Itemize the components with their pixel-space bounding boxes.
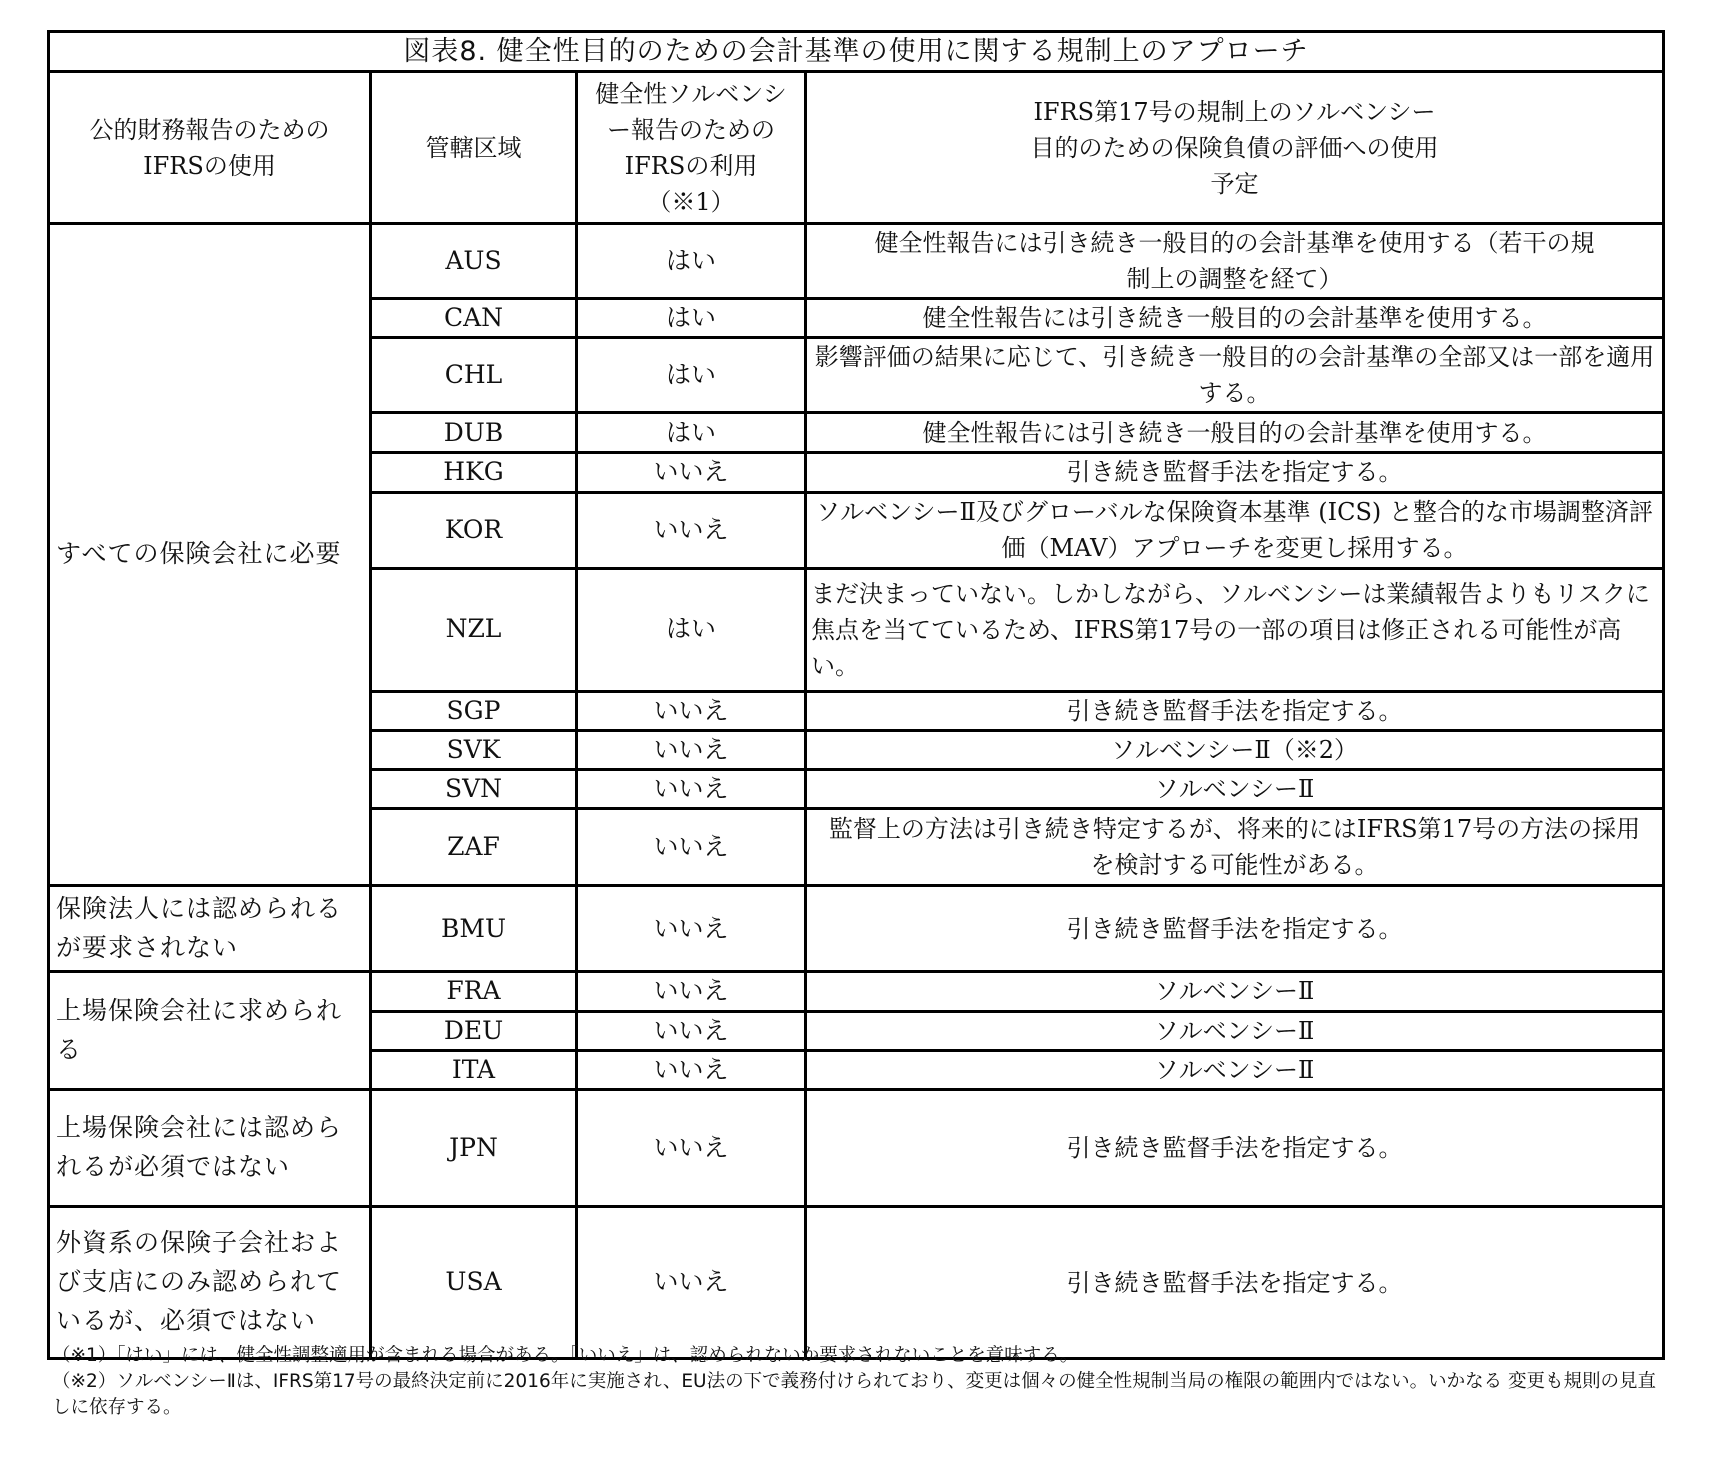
plan-text: まだ決まっていない。しかしながら、ソルベンシーは業績報告よりもリスクに焦点を当てているため、IFRS第17号の一部の項目は修正される可能性が高い。 (806, 568, 1664, 691)
ifrs-use-value: はい (577, 413, 806, 453)
group-label: 保険法人には認められるが要求されない (49, 886, 371, 972)
ifrs-use-value: いいえ (577, 1207, 806, 1359)
jurisdiction-code: SGP (371, 691, 577, 730)
plan-text: 健全性報告には引き続き一般目的の会計基準を使用する（若干の規制上の調整を経て） (806, 224, 1664, 299)
jurisdiction-code: BMU (371, 886, 577, 972)
ifrs-use-value: いいえ (577, 1050, 806, 1089)
plan-text: 健全性報告には引き続き一般目的の会計基準を使用する。 (806, 413, 1664, 453)
jurisdiction-code: AUS (371, 224, 577, 299)
table-row (49, 1207, 1664, 1359)
plan-text: 監督上の方法は引き続き特定するが、将来的にはIFRS第17号の方法の採用を検討する可能性がある。 (806, 809, 1664, 886)
plan-text: ソルベンシーⅡ（※2） (806, 730, 1664, 769)
jurisdiction-code: ZAF (371, 809, 577, 886)
footnotes (52, 1343, 1672, 1421)
plan-text: 影響評価の結果に応じて、引き続き一般目的の会計基準の全部又は一部を適用する。 (806, 338, 1664, 413)
jurisdiction-code: KOR (371, 492, 577, 568)
plan-text: 引き続き監督手法を指定する。 (806, 886, 1664, 972)
ifrs-use-value: はい (577, 338, 806, 413)
plan-text: 引き続き監督手法を指定する。 (806, 1207, 1664, 1359)
table-row (49, 224, 1664, 299)
table-row (49, 972, 1664, 1011)
header-ifrs-prudential-use: 健全性ソルベンシー報告のためのIFRSの利用（※1） (577, 72, 806, 224)
table-row (49, 1090, 1664, 1207)
group-label: すべての保険会社に必要 (49, 224, 371, 886)
table-title: 図表8. 健全性目的のための会計基準の使用に関する規制上のアプローチ (49, 32, 1664, 72)
ifrs-use-value: はい (577, 224, 806, 299)
ifrs-use-value: いいえ (577, 691, 806, 730)
jurisdiction-code: SVK (371, 730, 577, 769)
ifrs-use-value: いいえ (577, 1090, 806, 1207)
ifrs-use-value: はい (577, 299, 806, 338)
plan-text: ソルベンシーⅡ (806, 770, 1664, 809)
plan-text: 引き続き監督手法を指定する。 (806, 691, 1664, 730)
jurisdiction-code: DUB (371, 413, 577, 453)
ifrs-use-value: いいえ (577, 492, 806, 568)
jurisdiction-code: DEU (371, 1011, 577, 1050)
jurisdiction-code: CAN (371, 299, 577, 338)
ifrs-use-value: いいえ (577, 809, 806, 886)
jurisdiction-code: SVN (371, 770, 577, 809)
jurisdiction-code: HKG (371, 453, 577, 492)
jurisdiction-code: FRA (371, 972, 577, 1011)
footnote-1: （※1）「はい」には、健全性調整適用が含まれる場合がある。「いいえ」は、認められないか要求されないことを意味する。 (52, 1345, 1079, 1366)
ifrs-use-value: いいえ (577, 1011, 806, 1050)
jurisdiction-code: JPN (371, 1090, 577, 1207)
ifrs-use-value: いいえ (577, 770, 806, 809)
plan-text: 引き続き監督手法を指定する。 (806, 1090, 1664, 1207)
plan-text: ソルベンシーⅡ及びグローバルな保険資本基準 (ICS) と整合的な市場調整済評価（MAV）アプローチを変更し採用する。 (806, 492, 1664, 568)
jurisdiction-code: CHL (371, 338, 577, 413)
plan-text: 健全性報告には引き続き一般目的の会計基準を使用する。 (806, 299, 1664, 338)
ifrs-use-value: いいえ (577, 453, 806, 492)
ifrs-use-value: いいえ (577, 886, 806, 972)
footnote-2: （※2）ソルベンシーⅡは、IFRS第17号の最終決定前に2016年に実施され、EU法の下で義務付けられており、変更は個々の健全性規制当局の権限の範囲内ではない。いかなる 変更も規則の見直しに依存する。 (52, 1371, 1656, 1418)
ifrs-use-value: はい (577, 568, 806, 691)
header-ifrs-public-reporting: 公的財務報告のためのIFRSの使用 (49, 72, 371, 224)
ifrs-use-value: いいえ (577, 730, 806, 769)
plan-text: 引き続き監督手法を指定する。 (806, 453, 1664, 492)
ifrs-use-value: いいえ (577, 972, 806, 1011)
group-label: 外資系の保険子会社および支店にのみ認められているが、必須ではない (49, 1207, 371, 1359)
header-ifrs17-plan: IFRS第17号の規制上のソルベンシー目的のための保険負債の評価への使用予定 (806, 72, 1664, 224)
plan-text: ソルベンシーⅡ (806, 1050, 1664, 1089)
header-jurisdiction: 管轄区域 (371, 72, 577, 224)
group-label: 上場保険会社には認められるが必須ではない (49, 1090, 371, 1207)
regulatory-approach-table (47, 30, 1665, 1360)
plan-text: ソルベンシーⅡ (806, 1011, 1664, 1050)
jurisdiction-code: ITA (371, 1050, 577, 1089)
table-row (49, 886, 1664, 972)
jurisdiction-code: NZL (371, 568, 577, 691)
jurisdiction-code: USA (371, 1207, 577, 1359)
group-label: 上場保険会社に求められる (49, 972, 371, 1090)
plan-text: ソルベンシーⅡ (806, 972, 1664, 1011)
